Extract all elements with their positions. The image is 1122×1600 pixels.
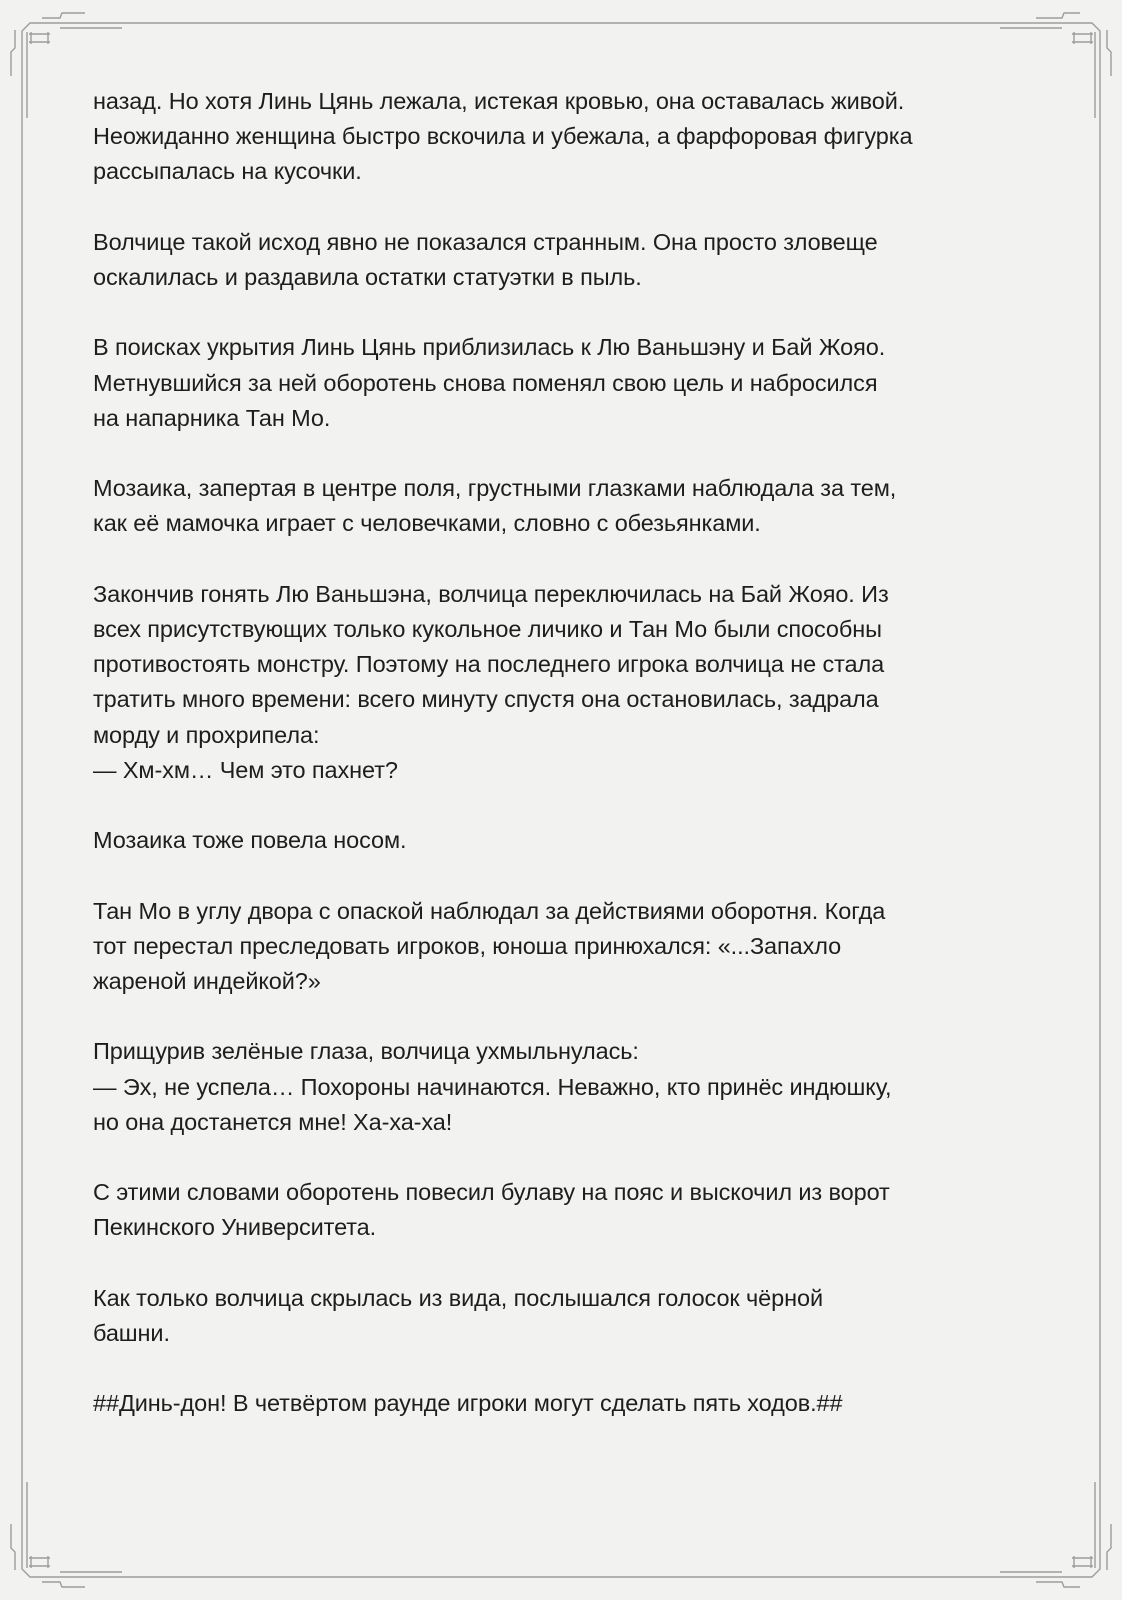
text-line: Мозаика тоже повела носом. <box>93 827 407 854</box>
text-line: Пекинского Университета. <box>93 1214 377 1241</box>
text-line: тот перестал преследовать игроков, юноша принюхался: «...Запахло <box>93 932 842 959</box>
corner-ornament-bottom-left <box>11 1482 122 1587</box>
text-line: ##Динь-дон! В четвёртом раунде игроки могут сделать пять ходов.## <box>93 1390 843 1417</box>
paragraph <box>93 84 1023 190</box>
system-announcement <box>93 1386 1023 1421</box>
text-line: Тан Мо в углу двора с опаской наблюдал за действиями оборотня. Когда <box>93 897 886 924</box>
text-line: Закончив гонять Лю Ваньшэна, волчица переключилась на Бай Жояо. Из <box>93 580 889 607</box>
paragraph <box>93 823 1023 858</box>
dialogue-line: — Эх, не успела… Похороны начинаются. Неважно, кто принёс индюшку, <box>93 1073 892 1100</box>
dialogue-line: — Хм-хм… Чем это пахнет? <box>93 756 398 783</box>
dialogue-line: но она достанется мне! Ха-ха-ха! <box>93 1108 453 1135</box>
text-line: Метнувшийся за ней оборотень снова поменял свою цель и набросился <box>93 369 878 396</box>
paragraph <box>93 330 1023 436</box>
paragraph <box>93 577 1023 788</box>
text-line: жареной индейкой?» <box>93 967 321 994</box>
text-line: Мозаика, запертая в центре поля, грустными глазками наблюдала за тем, <box>93 475 897 502</box>
text-line: противостоять монстру. Поэтому на последнего игрока волчица не стала <box>93 651 885 678</box>
document-body <box>93 84 1023 1457</box>
text-line: Прищурив зелёные глаза, волчица ухмыльнулась: <box>93 1038 639 1065</box>
text-line: морду и прохрипела: <box>93 721 320 748</box>
text-line: башни. <box>93 1319 170 1346</box>
text-line: всех присутствующих только кукольное личико и Тан Мо были способны <box>93 615 882 642</box>
text-line: В поисках укрытия Линь Цянь приблизилась к Лю Ваньшэну и Бай Жояо. <box>93 334 886 361</box>
paragraph <box>93 471 1023 541</box>
text-line: на напарника Тан Мо. <box>93 404 331 431</box>
text-line: Волчице такой исход явно не показался странным. Она просто зловеще <box>93 228 878 255</box>
text-line: Неожиданно женщина быстро вскочила и убежала, а фарфоровая фигурка <box>93 123 913 150</box>
text-line: рассыпалась на кусочки. <box>93 158 362 185</box>
paragraph <box>93 225 1023 295</box>
corner-ornament-bottom-right <box>1000 1482 1111 1587</box>
text-line: оскалилась и раздавила остатки статуэтки в пыль. <box>93 264 642 290</box>
paragraph <box>93 1034 1023 1140</box>
text-line: тратить много времени: всего минуту спустя она остановилась, задрала <box>93 686 879 713</box>
paragraph <box>93 894 1023 1000</box>
text-line: Как только волчица скрылась из вида, послышался голосок чёрной <box>93 1284 823 1311</box>
paragraph <box>93 1281 1023 1351</box>
text-line: С этими словами оборотень повесил булаву на пояс и выскочил из ворот <box>93 1179 890 1206</box>
text-line: как её мамочка играет с человечками, словно с обезьянками. <box>93 510 761 537</box>
text-line: назад. Но хотя Линь Цянь лежала, истекая кровью, она оставалась живой. <box>93 88 905 114</box>
paragraph <box>93 1175 1023 1245</box>
